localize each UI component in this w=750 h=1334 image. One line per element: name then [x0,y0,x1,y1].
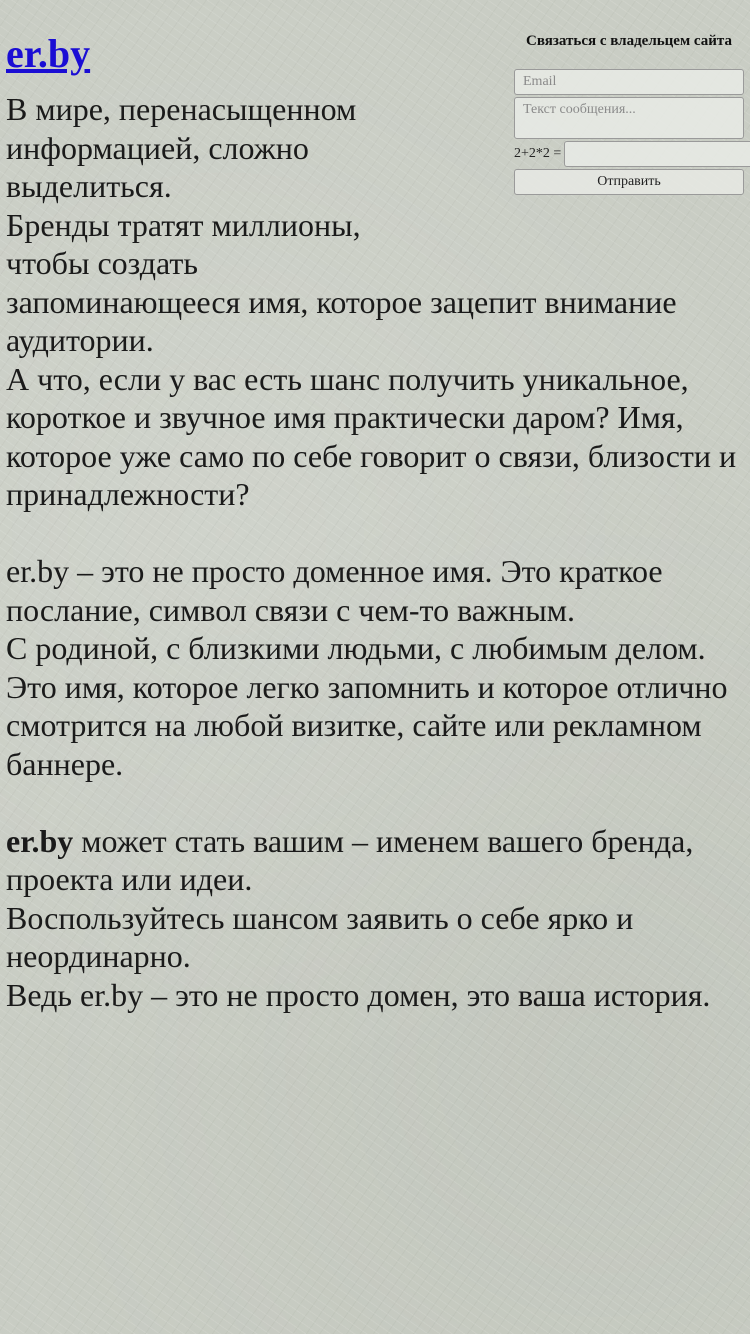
paragraph-use-chance: Воспользуйтесь шансом заявить о себе ярко и неординарно. [6,899,634,974]
spacer [6,514,746,553]
brands-line-1: Бренды тратят миллионы, [6,206,361,243]
site-title-link[interactable]: er.by [6,31,91,76]
main-content [6,90,746,1014]
contact-form-title: Связаться с владельцем сайта [526,33,732,49]
paragraph-yours-text: может стать вашим – именем вашего бренда, проекта или идеи. [6,822,694,897]
intro-line-3: выделиться. [6,168,172,204]
paragraph-domain: er.by – это не просто доменное имя. Это краткое послание, символ связи с чем-то важным. [6,553,663,628]
paragraph-intro [6,90,406,283]
paragraph-memorable: Это имя, которое легко запомнить и которое отлично смотрится на любой визитке, сайте или рекламном баннере. [6,668,728,782]
site-title [6,30,90,78]
brand-name: er.by [6,822,74,859]
paragraph-chance: А что, если у вас есть шанс получить уникальное, короткое и звучное имя практически даром? Имя, которое уже само по себе говорит о связи, близости и принадлежности? [6,360,737,512]
send-button[interactable]: Отправить [514,169,744,195]
paragraph-yours [6,822,746,899]
brands-line-2: чтобы создать [6,245,198,281]
intro-line-1: В мире, перенасыщенном [6,91,357,127]
paragraph-story: Ведь er.by – это не просто домен, это ваша история. [6,976,711,1013]
paragraph-brands: запоминающееся имя, которое зацепит внимание аудитории. [6,283,677,358]
intro-line-2: информацией, сложно [6,129,309,166]
captcha-label: 2+2*2 = [514,146,562,161]
spacer [6,783,746,822]
paragraph-homeland: С родиной, с близкими людьми, с любимым делом. [6,630,706,666]
